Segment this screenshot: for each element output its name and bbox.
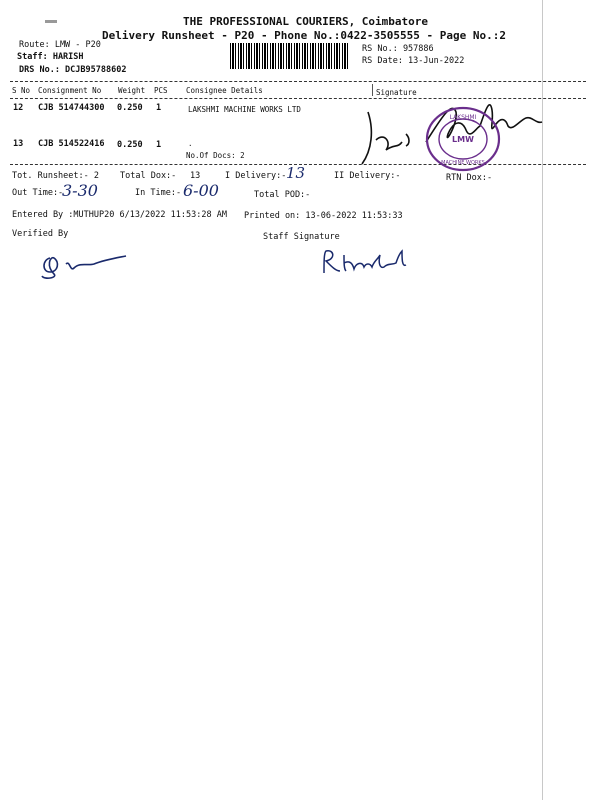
stamp-text-bottom: MACHINE WORKS: [441, 160, 485, 166]
no-of-docs: No.Of Docs: 2: [186, 151, 245, 160]
rs-number: RS No.: 957886: [362, 44, 434, 54]
staff-signature-label: Staff Signature: [263, 232, 340, 242]
staff-signature: [318, 245, 414, 279]
table-top-rule: [10, 81, 586, 82]
tot-runsheet: Tot. Runsheet:- 2: [12, 171, 99, 181]
col-header-signature: Signature: [376, 88, 417, 97]
row-pcs: 1: [156, 103, 162, 113]
row-sno: 13: [13, 139, 24, 149]
stamp-center-text: LMW: [452, 135, 474, 144]
rtn-dox-label: RTN Dox:-: [446, 173, 493, 183]
i-delivery-label: I Delivery:-: [225, 171, 287, 181]
entered-by: Entered By :MUTHUP20 6/13/2022 11:53:28 AM: [12, 210, 227, 220]
total-dox-label: Total Dox:-: [120, 171, 177, 181]
drs-number: DRS No.: DCJB95788602: [19, 65, 127, 75]
row-consignee: .: [188, 139, 193, 148]
row-pcs: 1: [156, 140, 162, 150]
company-title: THE PROFESSIONAL COURIERS, Coimbatore: [183, 15, 429, 28]
row-sno: 12: [13, 103, 24, 113]
barcode: [230, 43, 350, 69]
row-consignment: CJB 514522416: [38, 139, 105, 149]
ii-delivery-label: II Delivery:-: [334, 171, 401, 181]
rs-date: RS Date: 13-Jun-2022: [362, 56, 465, 66]
route-label: Route: LMW - P20: [19, 40, 101, 50]
in-time-handwritten: 6-00: [183, 181, 219, 200]
verified-by-label: Verified By: [12, 229, 69, 239]
col-header-weight: Weight: [118, 86, 146, 95]
total-pod-label: Total POD:-: [254, 190, 311, 200]
col-header-consignment: Consignment No: [38, 86, 102, 95]
row-weight: 0.250: [117, 140, 143, 150]
verifier-signature: [36, 250, 132, 282]
col-header-consignee: Consignee Details: [186, 86, 263, 95]
row-weight: 0.250: [117, 103, 143, 113]
staff-label: Staff: HARISH: [17, 52, 84, 62]
col-header-pcs: PCS: [154, 86, 168, 95]
col-header-sno: S No: [12, 86, 31, 95]
out-time-label: Out Time:-: [12, 188, 64, 198]
total-dox-value: 13: [190, 171, 201, 181]
scan-mark: [45, 20, 57, 23]
in-time-label: In Time:-: [135, 188, 182, 198]
i-delivery-handwritten: 13: [286, 164, 306, 182]
runsheet-title: Delivery Runsheet - P20 - Phone No.:0422-3505555 - Page No.:2: [102, 29, 506, 42]
company-stamp: [424, 104, 502, 174]
row-consignment: CJB 514744300: [38, 103, 105, 113]
stamp-text-top: LAKSHMI: [449, 114, 477, 121]
printed-on: Printed on: 13-06-2022 11:53:33: [244, 211, 403, 221]
out-time-handwritten: 3-30: [62, 181, 98, 200]
row-consignee: LAKSHMI MACHINE WORKS LTD: [188, 105, 301, 114]
